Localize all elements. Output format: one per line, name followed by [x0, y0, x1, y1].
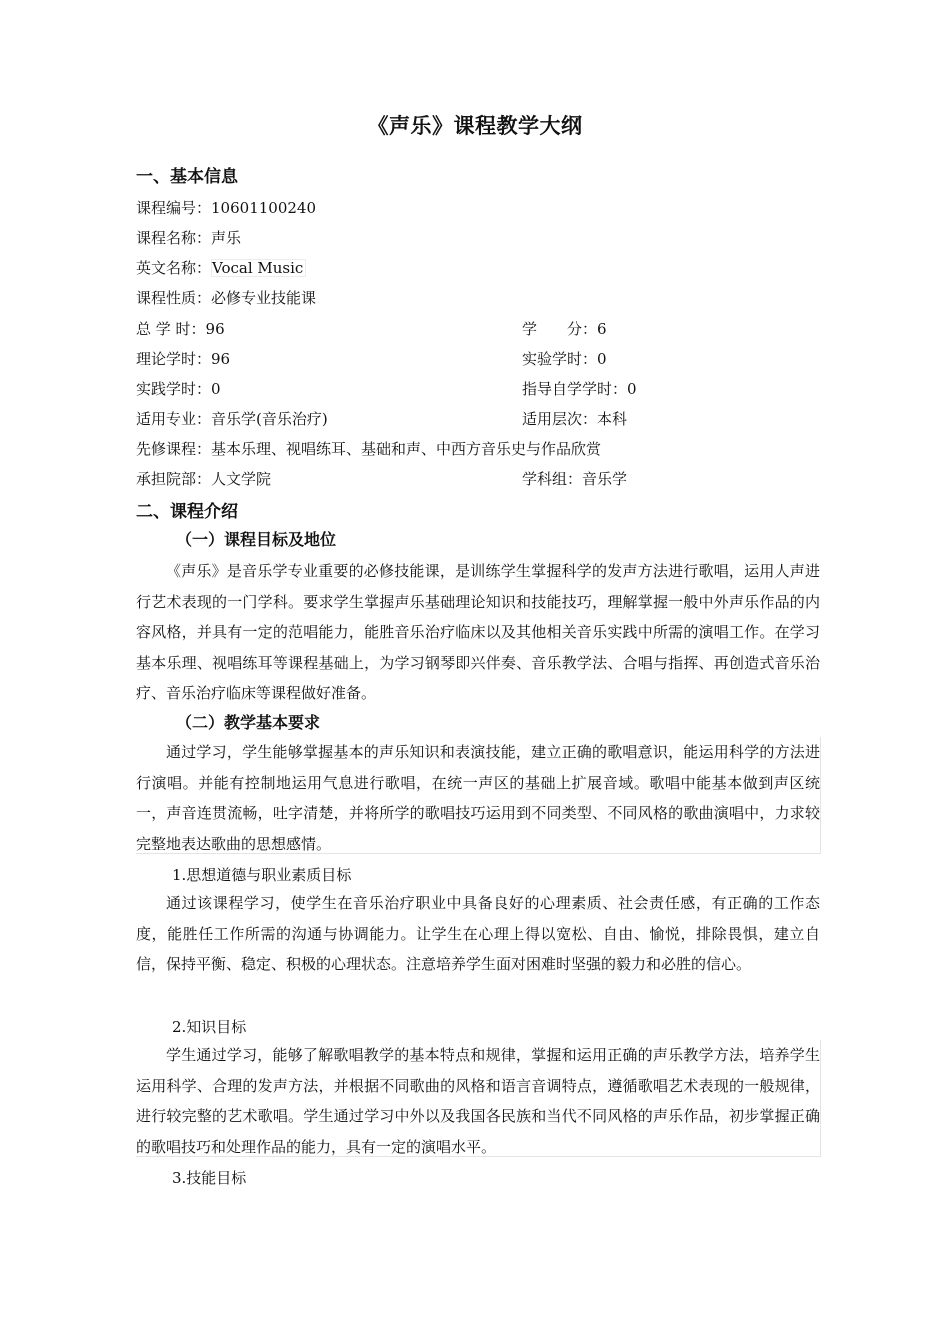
course-nature-label: 课程性质：	[136, 289, 212, 307]
prerequisites-value: 基本乐理、视唱练耳、基础和声、中西方音乐史与作品欣赏	[211, 440, 602, 458]
discipline-group-label: 学科组：	[522, 470, 583, 488]
english-name-label: 英文名称：	[136, 259, 212, 277]
subsection-heading-requirements: （二）教学基本要求	[176, 713, 321, 732]
department-label: 承担院部：	[136, 470, 212, 488]
guided-self-study-label: 指导自学学时：	[522, 380, 628, 398]
credits-label: 学 分：	[522, 320, 598, 338]
prerequisites-row	[136, 438, 601, 459]
total-hours-label: 总 学 时：	[136, 320, 206, 338]
lab-hours-value: 0	[597, 350, 607, 368]
document-title: 《声乐》课程教学大纲	[367, 114, 583, 138]
goal3-heading: 3.技能目标	[172, 1169, 247, 1187]
course-code-row	[136, 197, 316, 218]
goal1-heading: 1.思想道德与职业素质目标	[172, 866, 352, 884]
major-label: 适用专业：	[136, 410, 212, 428]
goals-paragraph: 《声乐》是音乐学专业重要的必修技能课，是训练学生掌握科学的发声方法进行歌唱，运用人声进行艺术表现的一门学科。要求学生掌握声乐基础理论知识和技能技巧，理解掌握一般中外声乐作品的内容风格，并具有一定的范唱能力，能胜音乐治疗临床以及其他相关音乐实践中所需的演唱工作。在学习基本乐理、视唱练耳等课程基础上，为学习钢琴即兴伴奏、音乐教学法、合唱与指挥、再创造式音乐治疗、音乐治疗临床等课程做好准备。	[136, 562, 820, 702]
practice-hours-label: 实践学时：	[136, 380, 212, 398]
course-code-value: 10601100240	[211, 199, 316, 217]
course-code-label: 课程编号：	[136, 199, 212, 217]
major-row	[136, 408, 328, 429]
theory-hours-value: 96	[211, 350, 231, 368]
level-label: 适用层次：	[522, 410, 598, 428]
course-name-value: 声乐	[211, 229, 242, 247]
goal2-paragraph: 学生通过学习，能够了解歌唱教学的基本特点和规律，掌握和运用正确的声乐教学方法，培养学生运用科学、合理的发声方法，并根据不同歌曲的风格和语言音调特点，遵循歌唱艺术表现的一般规律，进行较完整的艺术歌唱。学生通过学习中外以及我国各民族和当代不同风格的声乐作品，初步掌握正确的歌唱技巧和处理作品的能力，具有一定的演唱水平。	[136, 1040, 821, 1157]
practice-hours-value: 0	[211, 380, 221, 398]
lab-hours-label: 实验学时：	[522, 350, 598, 368]
discipline-group-row	[522, 468, 627, 489]
practice-hours-row	[136, 378, 221, 399]
course-name-row	[136, 227, 241, 248]
requirements-paragraph: 通过学习，学生能够掌握基本的声乐知识和表演技能，建立正确的歌唱意识，能运用科学的方法进行演唱。并能有控制地运用气息进行歌唱，在统一声区的基础上扩展音域。歌唱中能基本做到声区统一，声音连贯流畅，吐字清楚，并将所学的歌唱技巧运用到不同类型、不同风格的歌曲演唱中，力求较完整地表达歌曲的思想感情。	[136, 737, 821, 854]
department-row	[136, 468, 271, 489]
prerequisites-label: 先修课程：	[136, 440, 212, 458]
guided-self-study-row	[522, 378, 637, 399]
goal2-heading: 2.知识目标	[172, 1018, 247, 1036]
theory-hours-row	[136, 348, 230, 369]
goal1-paragraph: 通过该课程学习，使学生在音乐治疗职业中具备良好的心理素质、社会责任感，有正确的工作态度，能胜任工作所需的沟通与协调能力。让学生在心理上得以宽松、自由、愉悦，排除畏惧，建立自信，保持平衡、稳定、积极的心理状态。注意培养学生面对困难时坚强的毅力和必胜的信心。	[136, 894, 820, 973]
section-heading-course-intro: 二、课程介绍	[136, 502, 238, 522]
course-name-label: 课程名称：	[136, 229, 212, 247]
course-nature-row	[136, 287, 316, 308]
english-name-row	[136, 257, 306, 278]
credits-value: 6	[597, 320, 607, 338]
total-hours-value: 96	[205, 320, 225, 338]
english-name-value: Vocal Music	[211, 259, 306, 277]
major-value: 音乐学(音乐治疗)	[211, 410, 328, 428]
level-row	[522, 408, 627, 429]
guided-self-study-value: 0	[627, 380, 637, 398]
course-nature-value: 必修专业技能课	[211, 289, 317, 307]
discipline-group-value: 音乐学	[582, 470, 628, 488]
credits-row	[522, 318, 607, 339]
subsection-heading-goals: （一）课程目标及地位	[176, 530, 337, 549]
section-heading-basic-info: 一、基本信息	[136, 167, 238, 187]
level-value: 本科	[597, 410, 628, 428]
department-value: 人文学院	[211, 470, 272, 488]
total-hours-row	[136, 318, 225, 339]
theory-hours-label: 理论学时：	[136, 350, 212, 368]
lab-hours-row	[522, 348, 607, 369]
